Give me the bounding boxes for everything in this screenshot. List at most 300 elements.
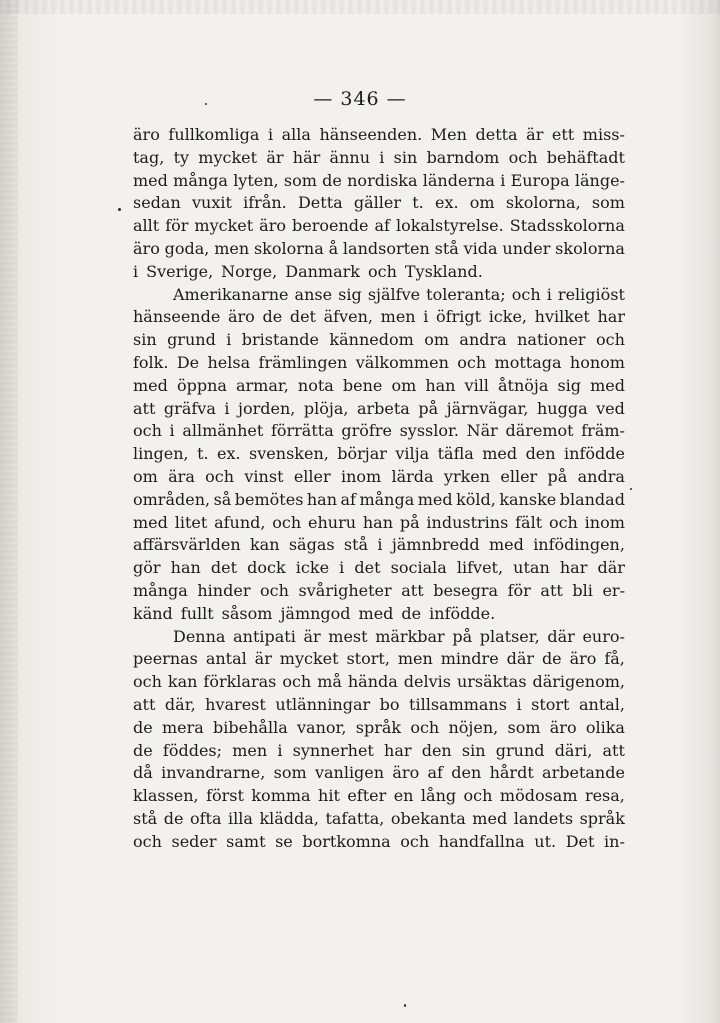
word: och	[272, 512, 302, 532]
word: hinder	[197, 580, 251, 600]
word: som	[273, 763, 307, 783]
text-line	[133, 671, 625, 694]
word: är	[254, 649, 272, 669]
word: de	[163, 808, 184, 828]
word: mycket	[194, 216, 254, 236]
word: anse	[294, 284, 333, 304]
word: äro	[569, 649, 597, 669]
word: äro	[133, 238, 160, 258]
word: landets	[513, 808, 574, 828]
word: med	[482, 444, 518, 464]
word: den	[421, 740, 452, 760]
word: antipati	[233, 626, 296, 646]
word: att	[133, 398, 156, 418]
word: mödosam	[499, 786, 578, 806]
speck-mark	[630, 488, 632, 490]
word: mindre	[440, 649, 499, 669]
word: helsa	[207, 352, 251, 372]
word: många	[173, 170, 228, 190]
speck-mark	[118, 208, 121, 211]
word: ex.	[434, 193, 459, 213]
word: för	[507, 580, 531, 600]
text-line	[133, 124, 625, 147]
speck-mark	[404, 1004, 406, 1007]
word: hänseenden.	[319, 125, 423, 144]
word: för	[165, 216, 189, 236]
word: andra	[577, 466, 625, 486]
text-line	[133, 557, 625, 580]
word: behäftadt	[546, 147, 625, 167]
word: förklaras	[203, 672, 277, 692]
word: men	[397, 649, 433, 669]
word: och	[367, 261, 397, 281]
word: beroende	[292, 216, 369, 236]
word: vinst	[244, 466, 284, 486]
word: svårigheter	[298, 580, 392, 600]
text-line	[133, 740, 625, 763]
text-line	[133, 443, 625, 466]
word: i	[169, 421, 175, 441]
word: fält	[515, 512, 543, 532]
word: infödingen,	[533, 535, 625, 555]
word: och	[457, 352, 487, 372]
word: af	[340, 489, 356, 509]
text-line	[133, 170, 625, 193]
word: det	[289, 307, 316, 327]
word: icke	[295, 558, 330, 578]
word: att	[401, 580, 424, 600]
word: synnerhet	[292, 740, 374, 760]
text-line	[133, 512, 625, 535]
word: den	[451, 763, 482, 783]
word: ehuru	[308, 512, 357, 532]
word: barndom	[426, 147, 500, 167]
word: Norge,	[221, 261, 278, 281]
word: och	[133, 831, 162, 851]
word: fullkomliga	[168, 125, 260, 144]
word: i	[133, 261, 139, 281]
word: se	[275, 831, 293, 851]
word: detta	[475, 125, 518, 144]
word: äro	[392, 763, 420, 783]
word: peernas	[133, 649, 198, 669]
word: däremot	[505, 421, 574, 441]
word: ex.	[217, 444, 241, 464]
word: med	[133, 375, 168, 395]
word: vuxit	[191, 193, 232, 213]
word: ännu	[329, 147, 370, 167]
word: lingen,	[133, 444, 189, 464]
word: lärda	[391, 466, 434, 486]
word: på	[399, 512, 420, 532]
text-line	[133, 352, 625, 375]
word: med	[358, 603, 394, 623]
word: föddes;	[162, 740, 223, 760]
word: allmänhet	[182, 421, 264, 441]
word: nota	[297, 375, 334, 395]
word: öppna	[176, 375, 227, 395]
word: i	[277, 740, 283, 760]
word: bemötes	[234, 489, 304, 509]
word: och	[260, 580, 289, 600]
word: de	[133, 740, 153, 760]
word: euro-	[582, 626, 625, 646]
word: armar,	[235, 375, 289, 395]
word: att	[133, 694, 156, 714]
word: sin	[393, 147, 418, 167]
word: Sverige,	[146, 261, 214, 281]
word: handfallna	[438, 831, 525, 851]
word: med	[488, 535, 524, 555]
word: ifrån.	[243, 193, 287, 213]
page-number: — 346 —	[313, 88, 407, 110]
word: ut.	[534, 831, 557, 851]
text-line	[133, 306, 625, 329]
word: religiöst	[557, 284, 625, 304]
word: jämngod	[280, 603, 351, 623]
word: skolorna	[253, 238, 324, 258]
word: vanligen	[314, 763, 385, 783]
word: mycket	[198, 147, 258, 167]
word: sysslor.	[399, 421, 459, 441]
text-line	[133, 831, 625, 854]
word: dock	[247, 558, 286, 578]
word: resa,	[584, 786, 625, 806]
word: börjar	[337, 444, 387, 464]
word: När	[466, 421, 498, 441]
text-line	[133, 694, 625, 717]
word: och	[410, 717, 440, 737]
word: icke,	[488, 307, 528, 327]
word: Danmark	[285, 261, 360, 281]
word: tafatta,	[325, 808, 385, 828]
body-text	[133, 124, 625, 854]
text-line	[133, 192, 625, 215]
word: har	[597, 307, 625, 327]
word: och	[282, 672, 312, 692]
word: som	[591, 193, 625, 213]
word: han	[170, 558, 201, 578]
word: i	[423, 307, 429, 327]
word: många	[359, 489, 415, 509]
word: länge-	[574, 170, 625, 190]
word: äro	[259, 216, 286, 236]
word: Det	[565, 831, 595, 851]
word: sin	[461, 740, 486, 760]
text-line	[133, 808, 625, 831]
word: vanor,	[296, 717, 347, 737]
word: eller	[500, 466, 538, 486]
word: de	[322, 170, 342, 190]
word: mera	[161, 717, 204, 737]
word: en	[393, 786, 414, 806]
word: tag,	[133, 147, 165, 167]
text-line	[133, 717, 625, 740]
text-line	[133, 489, 625, 512]
word: Europa	[510, 170, 570, 190]
word: blandad	[559, 489, 625, 509]
word: plöja,	[303, 398, 349, 418]
word: men	[232, 740, 268, 760]
word: områden,	[133, 489, 211, 509]
word: öfrigt	[436, 307, 482, 327]
word: antal,	[578, 694, 625, 714]
text-line	[133, 762, 625, 785]
word: att	[602, 740, 625, 760]
word: klassen,	[133, 786, 199, 806]
word: affärsvärlden	[133, 535, 241, 555]
word: stå	[434, 238, 459, 258]
word: svensken,	[249, 444, 329, 464]
word: att	[540, 580, 563, 600]
text-line	[133, 147, 625, 170]
word: skolorna,	[505, 193, 581, 213]
word: hvarest	[205, 694, 266, 714]
word: nordiska	[347, 170, 418, 190]
word: har	[384, 740, 412, 760]
word: folk.	[133, 352, 169, 372]
word: med	[472, 808, 508, 828]
word: yrken	[443, 466, 491, 486]
word: köld,	[456, 489, 496, 509]
word: delvis	[403, 672, 451, 692]
word: sin	[133, 330, 157, 350]
word: bibehålla	[213, 717, 288, 737]
word: med	[417, 489, 453, 509]
word: stå	[133, 808, 158, 828]
word: obekanta	[390, 808, 466, 828]
word: språk	[355, 717, 402, 737]
word: er-	[602, 580, 625, 600]
word: om	[133, 466, 158, 486]
word: i	[226, 330, 232, 350]
word: arbetande	[542, 763, 625, 783]
word: bene	[342, 375, 383, 395]
word: industrins	[426, 512, 509, 532]
word: där	[597, 558, 625, 578]
word: kanske	[499, 489, 557, 509]
text-line	[133, 375, 625, 398]
word: Men	[430, 125, 467, 144]
text-line	[133, 785, 625, 808]
word: och	[463, 786, 493, 806]
word: i	[377, 535, 383, 555]
word: känd	[133, 603, 173, 623]
word: han	[362, 512, 394, 532]
word: grund	[167, 330, 216, 350]
word: efter	[347, 786, 387, 806]
word: de	[541, 649, 562, 669]
word: bortkomna	[302, 831, 391, 851]
text-line	[133, 603, 625, 626]
word: bristande	[241, 330, 319, 350]
word: vill	[464, 375, 489, 395]
word: stå	[343, 535, 369, 555]
word: de	[133, 717, 153, 737]
word: lång	[420, 786, 457, 806]
word: nöjen,	[448, 717, 499, 737]
word: själfve	[367, 284, 421, 304]
word: och	[133, 421, 162, 441]
word: språk	[579, 808, 625, 828]
word: andra	[459, 330, 507, 350]
word: välkommen	[355, 352, 449, 372]
word: inom	[584, 512, 625, 532]
word: t.	[412, 193, 424, 213]
word: stort,	[346, 649, 390, 669]
word: bli	[572, 580, 593, 600]
word: den	[525, 444, 556, 464]
word: inom	[340, 466, 382, 486]
word: fullt	[180, 603, 214, 623]
word: Denna	[173, 626, 226, 646]
speck-mark	[205, 103, 207, 105]
word: lifvet,	[456, 558, 504, 578]
word: främlingen	[258, 352, 348, 372]
text-line	[133, 238, 625, 261]
word: vilja	[395, 444, 430, 464]
word: hända	[347, 672, 398, 692]
text-line	[133, 261, 625, 284]
word: som	[507, 717, 541, 737]
word: han	[425, 375, 456, 395]
word: goda,	[164, 238, 210, 258]
word: i	[267, 125, 274, 144]
word: alla	[281, 125, 311, 144]
text-line	[133, 648, 625, 671]
word: lyten,	[233, 170, 279, 190]
text-line	[133, 626, 625, 649]
text-line	[133, 420, 625, 443]
word: arbeta	[356, 398, 410, 418]
word: och	[511, 284, 541, 304]
word: däri,	[554, 740, 593, 760]
word: eller	[293, 466, 331, 486]
word: på	[452, 626, 473, 646]
word: i	[516, 694, 522, 714]
word: ofta	[189, 808, 222, 828]
word: därigenom,	[532, 672, 625, 692]
word: så	[213, 489, 232, 509]
word: lokalstyrelse.	[395, 216, 504, 236]
word: infödde.	[429, 603, 496, 623]
word: å	[328, 238, 339, 258]
word: om	[424, 330, 449, 350]
word: ära	[168, 466, 195, 486]
word: mest	[328, 626, 368, 646]
text-line	[133, 329, 625, 352]
word: illa	[228, 808, 253, 828]
word: länderna	[422, 170, 495, 190]
word: få,	[604, 649, 625, 669]
word: skolorna	[555, 238, 625, 258]
word: stort	[531, 694, 570, 714]
word: landsorten	[342, 238, 430, 258]
word: är	[526, 125, 544, 144]
word: gör	[133, 558, 161, 578]
word: invandrarne,	[161, 763, 266, 783]
word: är	[303, 626, 321, 646]
word: såsom	[221, 603, 273, 623]
word: tillsammans	[409, 694, 507, 714]
word: och	[133, 672, 162, 692]
word: med	[133, 512, 168, 532]
word: hårdt	[489, 763, 534, 783]
word: främ-	[581, 421, 625, 441]
word: i	[546, 284, 552, 304]
word: nationer	[517, 330, 586, 350]
word: allt	[133, 216, 160, 236]
word: med	[590, 375, 625, 395]
word: i	[339, 558, 345, 578]
word: äfven,	[323, 307, 373, 327]
word: först	[206, 786, 244, 806]
word: då	[133, 763, 153, 783]
word: på	[547, 466, 568, 486]
word: miss-	[582, 125, 625, 144]
word: och	[400, 831, 430, 851]
word: i	[500, 170, 506, 190]
word: sedan	[133, 193, 181, 213]
word: många	[133, 580, 188, 600]
text-line	[133, 215, 625, 238]
word: sig	[557, 375, 582, 395]
text-line	[133, 580, 625, 603]
word: utlänningar	[275, 694, 371, 714]
word: hvilket	[534, 307, 590, 327]
word: komma	[251, 786, 311, 806]
word: på	[418, 398, 439, 418]
word: seder	[171, 831, 217, 851]
word: hugga	[536, 398, 588, 418]
word: han	[306, 489, 338, 509]
word: i	[379, 147, 385, 167]
word: ty	[173, 147, 190, 167]
word: må	[317, 672, 342, 692]
word: toleranta;	[426, 284, 506, 304]
word: med	[133, 170, 168, 190]
text-line	[133, 466, 625, 489]
word: vida	[463, 238, 498, 258]
word: bo	[379, 694, 400, 714]
word: honom	[569, 352, 625, 372]
word: samt	[226, 831, 266, 851]
word: och	[205, 466, 235, 486]
word: Detta	[297, 193, 343, 213]
word: sociala	[390, 558, 447, 578]
word: om	[469, 193, 495, 213]
word: antal	[205, 649, 247, 669]
word: men	[380, 307, 416, 327]
word: i	[224, 398, 230, 418]
word: Tyskland.	[404, 261, 483, 281]
word: men	[214, 238, 250, 258]
word: ursäktas	[456, 672, 527, 692]
text-line	[133, 284, 625, 307]
word: det	[210, 558, 238, 578]
word: gröfre	[341, 421, 392, 441]
word: klädda,	[259, 808, 319, 828]
word: och	[596, 330, 625, 350]
word: där	[547, 626, 575, 646]
word: där,	[164, 694, 196, 714]
word: grund	[495, 740, 545, 760]
word: platser,	[479, 626, 540, 646]
word: mycket	[279, 649, 339, 669]
word: De	[176, 352, 200, 372]
word: äro	[133, 125, 160, 144]
word: in-	[604, 831, 625, 851]
